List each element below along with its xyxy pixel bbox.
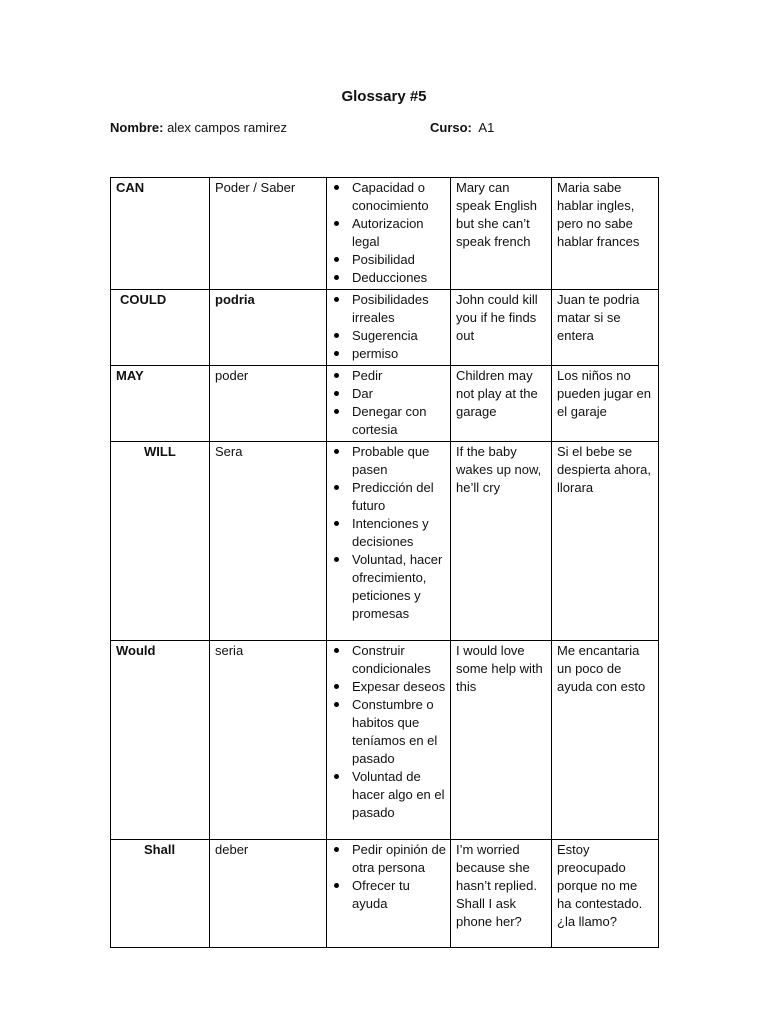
curso-value: A1 (478, 120, 495, 135)
example-spanish: Maria sabe hablar ingles, pero no sabe hablar frances (552, 178, 659, 290)
list-item: Voluntad de hacer algo en el pasado (352, 769, 445, 820)
translation: poder (210, 366, 327, 442)
uses-cell (327, 178, 451, 290)
example-spanish: Los niños no pueden jugar en el garaje (552, 366, 659, 442)
modal-word: MAY (111, 366, 210, 442)
example-english: Children may not play at the garage (451, 366, 552, 442)
list-item: Deducciones (352, 269, 446, 287)
list-item: Ofrecer tu ayuda (352, 877, 446, 913)
list-item: Voluntad, hacer ofrecimiento, peticiones y promesas (352, 551, 446, 623)
uses-cell (327, 442, 451, 641)
translation: Sera (210, 442, 327, 641)
curso-line (430, 120, 494, 135)
table-row (111, 442, 659, 641)
translation: deber (210, 840, 327, 948)
list-item: Posibilidad (352, 251, 446, 269)
table-row (111, 366, 659, 442)
list-item: Constumbre o habitos que teníamos en el pasado (352, 696, 446, 768)
table-row (111, 840, 659, 948)
nombre-value: alex campos ramirez (167, 120, 288, 135)
nombre-label: Nombre: (110, 120, 164, 135)
table-row (111, 290, 659, 366)
nombre-line (110, 120, 287, 135)
list-item: Intenciones y decisiones (352, 515, 446, 551)
example-spanish: Estoy preocupado porque no me ha contestado. ¿la llamo? (552, 840, 659, 948)
uses-cell (327, 641, 451, 840)
modal-word: Shall (111, 840, 210, 948)
modal-word: CAN (111, 178, 210, 290)
modal-word: COULD (111, 290, 210, 366)
translation: seria (210, 641, 327, 840)
list-item: Posibilidades irreales (352, 291, 446, 327)
list-item: Construir condicionales (352, 642, 446, 678)
modal-word: WILL (111, 442, 210, 641)
uses-cell (327, 840, 451, 948)
example-english: John could kill you if he finds out (451, 290, 552, 366)
list-item: permiso (352, 345, 446, 363)
example-spanish: Me encantaria un poco de ayuda con esto (552, 641, 659, 840)
list-item: Capacidad o conocimiento (352, 179, 446, 215)
translation: Poder / Saber (210, 178, 327, 290)
list-item: Expesar deseos (352, 679, 446, 694)
example-spanish: Juan te podria matar si se entera (552, 290, 659, 366)
curso-label: Curso: (430, 120, 472, 135)
uses-cell (327, 290, 451, 366)
example-english: If the baby wakes up now, he’ll cry (451, 442, 552, 641)
translation: podria (210, 290, 327, 366)
document-title: Glossary #5 (341, 88, 427, 105)
list-item: Sugerencia (352, 327, 446, 345)
list-item: Denegar con cortesia (352, 403, 446, 439)
list-item: Predicción del futuro (352, 479, 446, 515)
glossary-table (110, 177, 659, 948)
modal-word: Would (111, 641, 210, 840)
example-english: I would love some help with this (451, 641, 552, 840)
list-item: Dar (352, 385, 446, 403)
table-row (111, 178, 659, 290)
example-english: I’m worried because she hasn’t replied. Shall I ask phone her? (451, 840, 552, 948)
list-item: Pedir opinión de otra persona (352, 842, 446, 875)
example-spanish: Si el bebe se despierta ahora, llorara (552, 442, 659, 641)
list-item: Autorizacion legal (352, 215, 446, 251)
table-row (111, 641, 659, 840)
uses-cell (327, 366, 451, 442)
list-item: Pedir (352, 367, 446, 385)
list-item: Probable que pasen (352, 443, 446, 479)
example-english: Mary can speak English but she can’t speak french (451, 178, 552, 290)
